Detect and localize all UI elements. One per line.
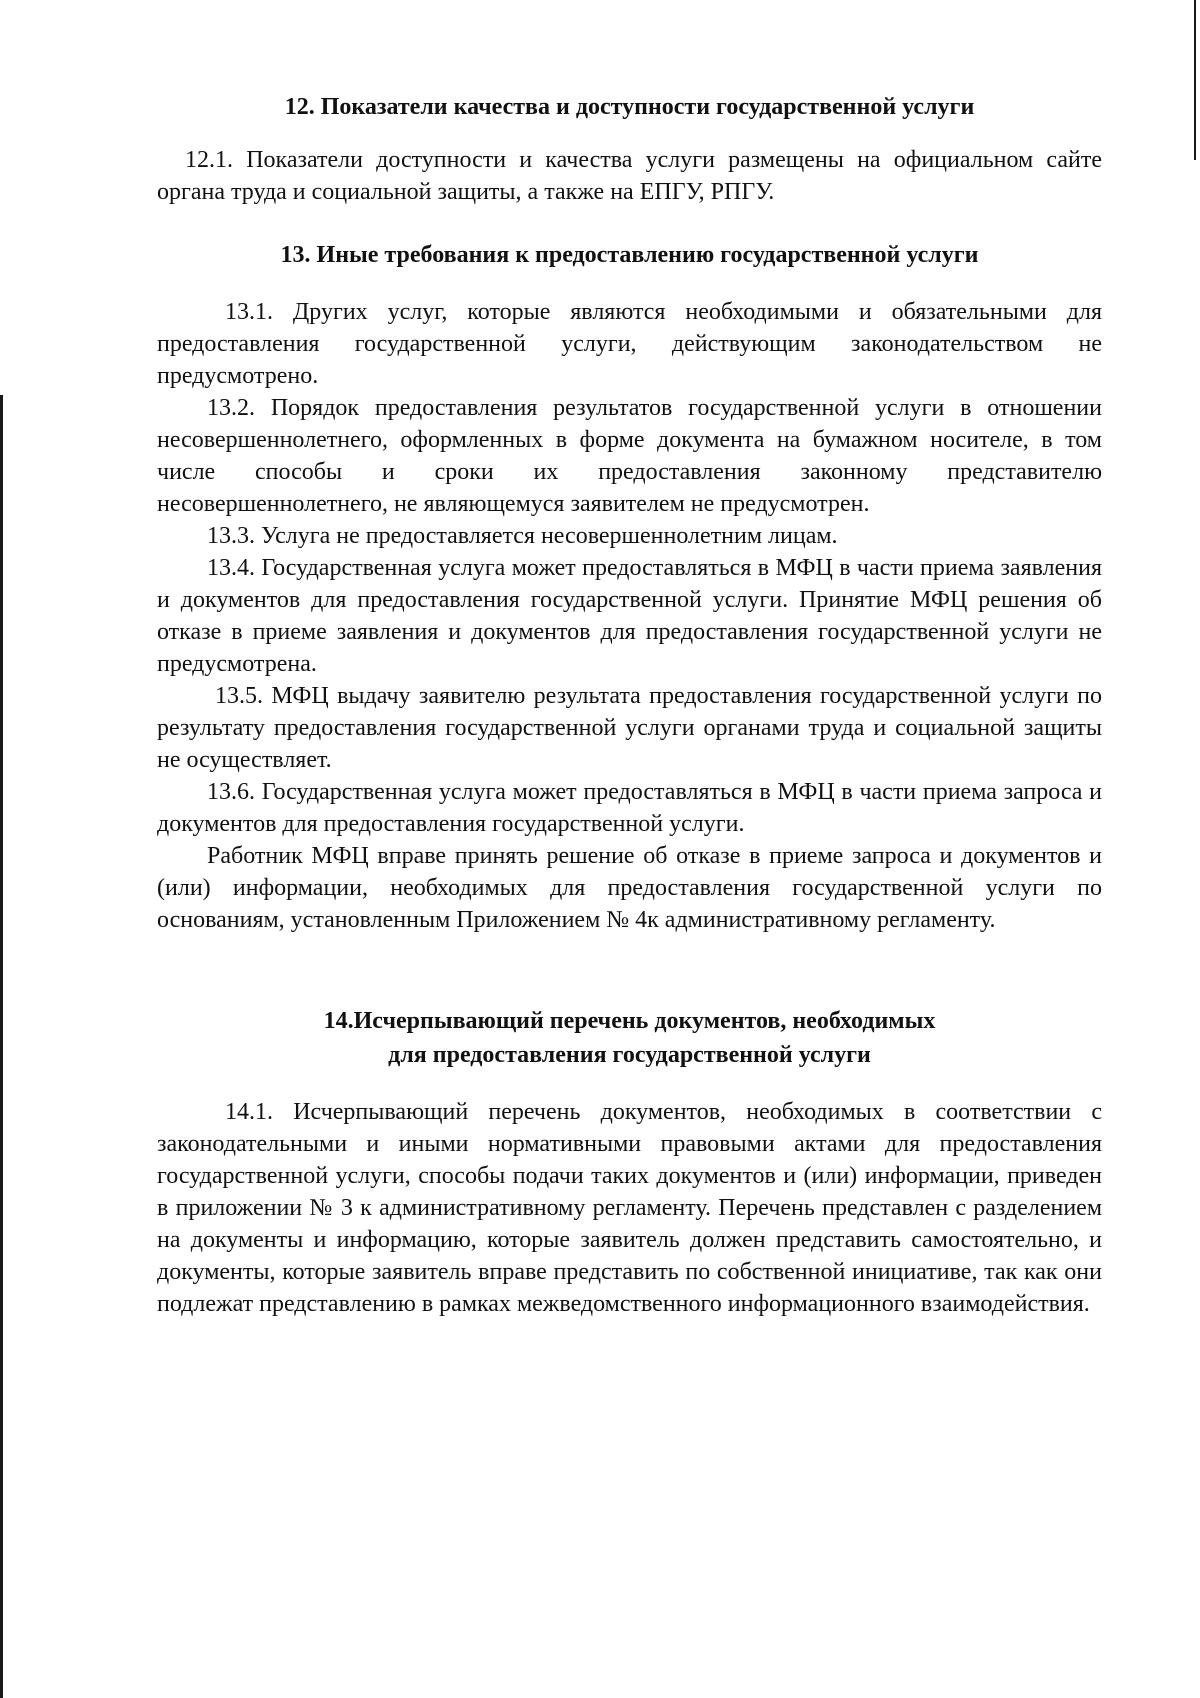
paragraph-13-3: 13.3. Услуга не предоставляется несовершеннолетним лицам. (207, 523, 838, 549)
paragraph-13-2: 13.2. Порядок предоставления результатов государственной услуги в отношении несовершеннолетнего, оформленных в форме документа на бумажном носителе, в том числе способы и сроки их предоставления законному представителю несовершеннолетнего, не являющемуся заявителем не предусмотрен. (157, 395, 1102, 517)
section-14-heading-line-2: для предоставления государственной услуги (388, 1042, 871, 1068)
paragraph-13-1: 13.1. Других услуг, которые являются необходимыми и обязательными для предоставления государственной услуги, действующим законодательством не предусмотрено. (157, 299, 1102, 389)
section-13-heading: 13. Иные требования к предоставлению государственной услуги (280, 242, 979, 268)
paragraph-12-1: 12.1. Показатели доступности и качества услуги размещены на официальном сайте органа труда и социальной защиты, а также на ЕПГУ, РПГУ. (157, 147, 1102, 205)
section-12-heading: 12. Показатели качества и доступности государственной услуги (284, 94, 975, 120)
paragraph-13-6: 13.6. Государственная услуга может предоставляться в МФЦ в части приема запроса и документов для предоставления государственной услуги. (157, 779, 1102, 837)
scan-edge-right (1194, 0, 1196, 160)
paragraph-13-4: 13.4. Государственная услуга может предоставляться в МФЦ в части приема заявления и документов для предоставления государственной услуги. Принятие МФЦ решения об отказе в приеме заявления и документов для предоставления государственной услуги не предусмотрена. (157, 555, 1102, 677)
paragraph-13-5: 13.5. МФЦ выдачу заявителю результата предоставления государственной услуги по результату предоставления государственной услуги органами труда и социальной защиты не осуществляет. (157, 683, 1102, 773)
document-body (157, 90, 1102, 1320)
paragraph-14-1: 14.1. Исчерпывающий перечень документов, необходимых в соответствии с законодательными и иными нормативными правовыми актами для предоставления государственной услуги, способы подачи таких документов и (или) информации, приведен в приложении № 3 к административному регламенту. Перечень представлен с разделением на документы и информацию, которые заявитель должен представить самостоятельно, и документы, которые заявитель вправе представить по собственной инициативе, так как они подлежат представлению в рамках межведомственного информационного взаимодействия. (157, 1099, 1102, 1317)
section-14-heading (157, 1004, 1102, 1072)
paragraph-13-7: Работник МФЦ вправе принять решение об отказе в приеме запроса и документов и (или) информации, необходимых для предоставления государственной услуги по основаниям, установленным Приложением № 4к административному регламенту. (157, 843, 1102, 933)
scan-edge-left (0, 395, 3, 1698)
section-14-heading-line-1: 14.Исчерпывающий перечень документов, необходимых (323, 1008, 936, 1034)
